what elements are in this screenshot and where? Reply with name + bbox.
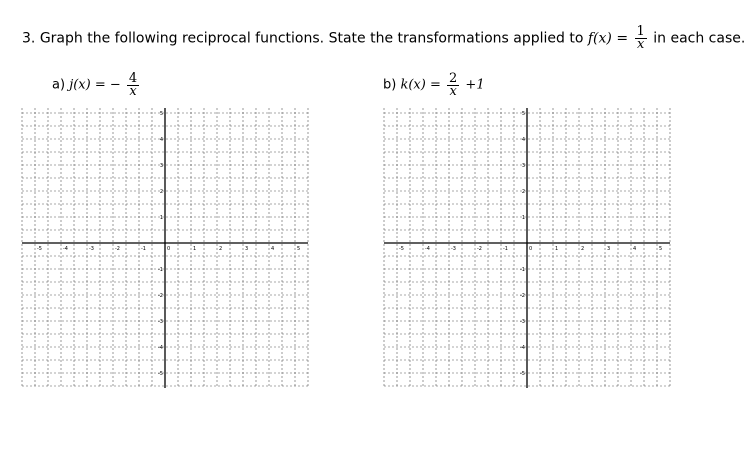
y-tick-label: -2: [520, 293, 525, 299]
y-tick-label: 5: [159, 111, 163, 117]
question-text: Graph the following reciprocal functions. State the transformations applied to: [39, 30, 584, 47]
graph-grid-b[interactable]: [384, 108, 670, 388]
y-tick-label: 5: [521, 111, 525, 117]
x-tick-label: 1: [193, 246, 197, 252]
y-tick-label: 2: [159, 189, 163, 195]
x-tick-label: 0: [529, 246, 533, 252]
y-tick-label: 4: [159, 137, 163, 143]
part-a-function-name: j(x) =: [69, 77, 106, 93]
part-a-sign: −: [109, 77, 121, 93]
graph-grid-a[interactable]: [22, 108, 308, 388]
x-tick-label: -1: [141, 246, 146, 252]
y-tick-label: -3: [520, 319, 525, 325]
y-tick-label: 1: [521, 215, 525, 221]
x-tick-label: -2: [115, 246, 120, 252]
y-tick-label: 2: [521, 189, 525, 195]
x-tick-label: -4: [425, 246, 430, 252]
part-b-numerator: 2: [449, 71, 458, 86]
question-fraction: [635, 26, 647, 51]
part-a-label: [52, 73, 141, 98]
x-tick-label: 0: [167, 246, 171, 252]
x-tick-label: 1: [555, 246, 559, 252]
question-fraction-numerator: 1: [636, 24, 645, 39]
y-tick-label: -4: [520, 345, 525, 351]
y-tick-label: 3: [159, 163, 163, 169]
part-b-letter: b): [383, 77, 397, 93]
x-tick-label: -4: [63, 246, 68, 252]
part-a-fraction: [127, 73, 139, 98]
x-tick-label: -3: [451, 246, 456, 252]
y-tick-label: -4: [158, 345, 163, 351]
part-b-label: [383, 73, 485, 98]
part-a-numerator: 4: [128, 71, 138, 86]
part-b-function-name: k(x) =: [400, 77, 441, 93]
x-tick-label: -5: [37, 246, 42, 252]
part-b-suffix: +1: [465, 77, 485, 93]
x-tick-label: 4: [271, 246, 275, 252]
question-text-end: in each case.: [653, 30, 745, 47]
y-tick-label: 1: [159, 215, 163, 221]
y-tick-label: 4: [521, 137, 525, 143]
part-a-denominator: x: [129, 84, 137, 99]
x-tick-label: -1: [503, 246, 508, 252]
y-tick-label: -3: [158, 319, 163, 325]
x-tick-label: 4: [633, 246, 637, 252]
x-tick-label: -3: [89, 246, 94, 252]
y-tick-label: -2: [158, 293, 163, 299]
question-function-name: f(x) =: [587, 30, 629, 47]
x-tick-label: 5: [659, 246, 663, 252]
x-tick-label: -5: [399, 246, 404, 252]
part-a-letter: a): [52, 77, 66, 93]
x-tick-label: 2: [219, 246, 223, 252]
question-number: 3.: [22, 30, 36, 47]
x-tick-label: 5: [297, 246, 301, 252]
part-b-fraction: [447, 73, 459, 98]
question: [22, 24, 745, 54]
y-tick-label: 3: [521, 163, 525, 169]
y-tick-label: -5: [158, 371, 163, 377]
question-fraction-denominator: x: [636, 37, 645, 52]
x-tick-label: -2: [477, 246, 482, 252]
x-tick-label: 2: [581, 246, 585, 252]
x-tick-label: 3: [245, 246, 249, 252]
y-tick-label: -1: [520, 267, 525, 273]
part-b-denominator: x: [449, 84, 457, 99]
y-tick-label: -5: [520, 371, 525, 377]
y-tick-label: -1: [158, 267, 163, 273]
x-tick-label: 3: [607, 246, 611, 252]
